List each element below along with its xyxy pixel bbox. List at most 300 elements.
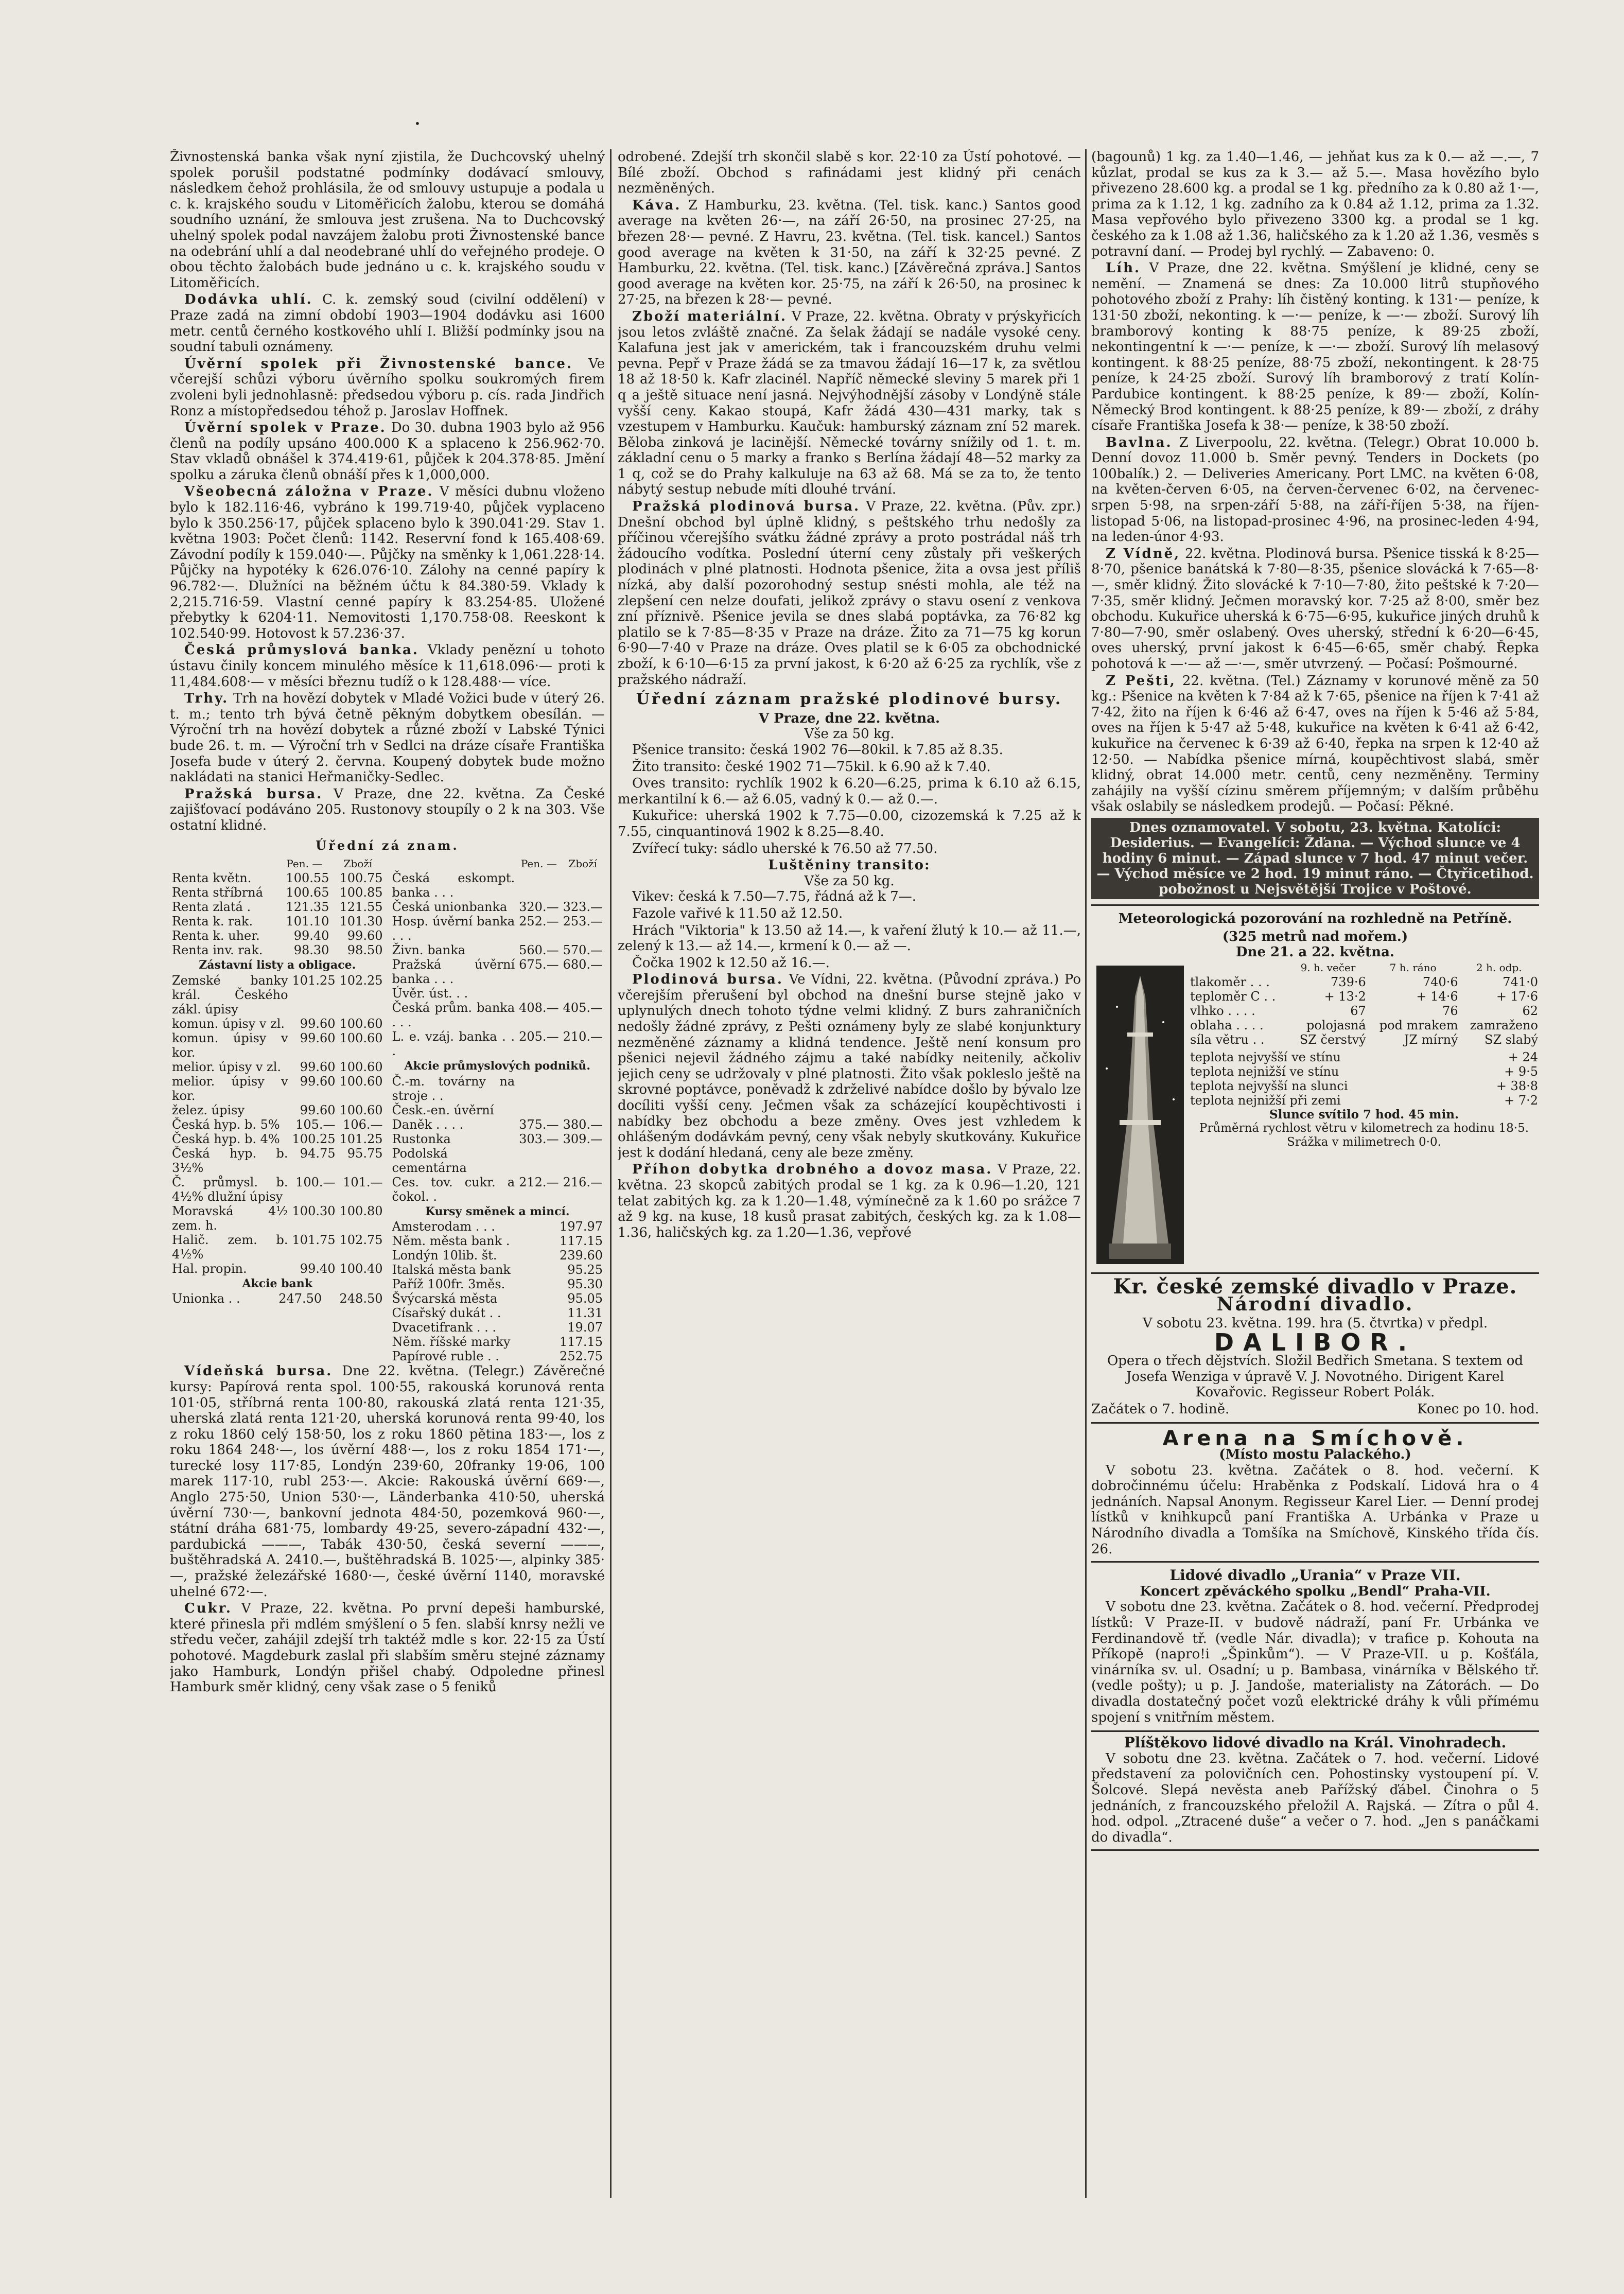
obligation-cell: 100.60	[339, 1059, 383, 1074]
header-zbozi: Zboží	[343, 857, 373, 870]
arena-subtitle: (Místo mostu Palackého.)	[1219, 1447, 1411, 1463]
industrial-share-cell: Daněk . . . .	[392, 1117, 464, 1132]
bank-share-cell: 680.—	[563, 957, 603, 972]
stock-table-title: Úřední zá znam.	[316, 837, 459, 853]
price-line: Kukuřice: uherská 1902 k 7.75—0.00, cizozemská k 7.25 až k 7.55, cinquantinová 1902 k 8.25—8.40.	[618, 808, 1081, 839]
plistek-ad	[1091, 1730, 1539, 1851]
rent-row	[170, 871, 385, 885]
weather-row	[1189, 1004, 1539, 1018]
weather-extra-row	[1189, 1093, 1539, 1108]
obligation-cell: 105.—	[295, 1117, 336, 1132]
weather-extra-cell: teplota nejnižší při zemi	[1190, 1093, 1341, 1108]
obligation-cell: 100.60	[339, 1016, 383, 1031]
weather-cell: 740·6	[1422, 974, 1458, 989]
plodinova-bursa-title: Úřední záznam pražské plodinové bursy.	[636, 690, 1063, 709]
zastavni-title: Zástavní listy a obligace.	[199, 958, 356, 972]
arena-text: V sobotu 23. května. Začátek o 8. hod. večerní. K dobročinnému účelu: Hraběnka z Podskalí. Lidová hra o 4 jednáních. Napsal Anonym. Regisseur Karel Lier. — Denní prodej lístků v knihkupců paní Františka A. Urbánka v Praze u Národního divadla a Tomšíka na Smíchově, Kinského třída čís. 26.	[1091, 1462, 1539, 1557]
lusteniny-title: Luštěniny transito:	[768, 857, 931, 873]
exchange-rate-cell: 11.31	[567, 1306, 603, 1321]
article-heading: Pražská plodinová bursa.	[632, 499, 861, 515]
article-heading: Úvěrní spolek při Živnostenské bance.	[184, 356, 573, 372]
weather-cell: JZ mírný	[1404, 1032, 1458, 1047]
obligation-cell: 95.75	[347, 1146, 383, 1161]
rent-cell: Renta stříbrná	[172, 885, 264, 900]
industrial-share-cell: Česk.-en. úvěrní	[392, 1102, 494, 1117]
weather-cell: zamraženo	[1470, 1018, 1538, 1032]
article-text: 22. května. (Tel.) Záznamy v korunové měně za 50 kg.: Pšenice na květen k 7·84 až k 7·65, pšenice na říjen k 7·41 až 7·42, žito na říjen k 6·46 až 6·47, oves na říjen k 5·46 až 5·84, oves na říjen k 5·47 až 5·48, kukuřice na květen k 6·41 až 6·42, kukuřice na červenec k 6·39 až 6·40, řepka na srpen k 12·40 až 12·50. — Nabídka pšenice mírná, koupěchtivost slabá, směr klidný, obrat 14.000 metr. centů, ceny nezměněny. Terminy zahájily na vyšší cízinu směrem příjemným; v dalším průběhu však oslabily se následkem prodejů. — Počasí: Pěkné.	[1091, 673, 1539, 815]
weather-extra-cell: + 24	[1508, 1049, 1538, 1064]
rent-cell: 121.55	[339, 900, 383, 915]
industrial-share-cell: 375.—	[519, 1117, 559, 1132]
rent-cell: Renta k. rak.	[172, 914, 253, 929]
exchange-rate-row	[390, 1263, 605, 1277]
price-line: Zvířecí tuky: sádlo uherské k 76.50 až 77.50.	[632, 840, 938, 856]
rent-row	[170, 885, 385, 900]
obligation-cell: 100.60	[339, 1074, 383, 1089]
exchange-rate-cell: Papírové ruble . .	[392, 1349, 499, 1364]
obligation-cell: Č. průmysl. b. 4½% dlužní úpisy	[172, 1175, 288, 1204]
exchange-rate-cell: Dvacetifrank . . .	[392, 1320, 497, 1335]
article-heading: Bavlna.	[1106, 434, 1173, 450]
weather-cell: 741·0	[1503, 974, 1538, 989]
bank-share-cell: Úvěr. úst. . .	[392, 986, 468, 1001]
weather-cell: 739·6	[1331, 974, 1366, 989]
article-text: V Praze, 22. května. Obraty v prýskyřicích jsou letos zvláště značné. Za šelak žádají se nadále vysoké ceny. Kalafuna jest jak v americkém, tak i francouzském druhu velmi pevna. Pepř v Praze žádá se za tmavou žádají 16—17 k, za světlou 18 až 18·50 k. Kafr zlacinél. Napříč německé sleviny 5 marek při 1 q a ještě situace není jasná. Nejvýhodnější zásoby v Londýně stále vyšší ceny. Kakao stoupá, Kafr žádá 430—431 marky, tak s vzestupem v Hamburku. Kaučuk: hamburský záznam zní 52 marek. Běloba zinková je lacinější. Německé továrny snížily od 1. t. m. základní cenu o 5 marky a franko s Berlína žádají 48—52 marky za 1 q, což se do Prahy kalkuluje na 63 až 68. Má se za to, že tento nábytý sestup nebude míti dlouhé trvání.	[618, 308, 1081, 498]
bank-share-row	[390, 957, 605, 986]
article-text: V Praze, 22. května. 23 skopců zabitých prodal se 1 kg. za k 0.96—1.20, 121 telat zabitých kg. za k 1.20—1.48, výmínečně za k 1.60 po srážce 7 až 9 kg. na kuse, 18 kusů prasat zabitých, českých kg. za k 1.08—1.36, haličských kg. za 1.20—1.36, vepřové	[618, 1162, 1081, 1240]
weather-cell: + 17·6	[1496, 989, 1538, 1004]
bank-share-cell: 210.—	[563, 1029, 603, 1044]
article-heading: Příhon dobytka drobného a dovoz masa.	[632, 1162, 993, 1178]
industrial-share-row	[390, 1146, 605, 1175]
weather-cell: 76	[1442, 1003, 1458, 1018]
weather-cell: síla větru . .	[1190, 1032, 1265, 1047]
obligation-cell: komun. úpisy v zl.	[172, 1016, 285, 1031]
bank-share-cell: 405.—	[563, 1001, 603, 1015]
bank-share-cell: Živn. banka	[392, 943, 466, 958]
article-text: 22. května. Plodinová bursa. Pšenice tisská k 8·25—8·70, pšenice banátská k 7·80—8·35, pšenice slovácká k 7·65—8·—, směr klidný. Žito slovácké k 7·10—7·80, žito peštské k 7·20—7·35, směr klidný. Ječmen moravský kor. 7·25 až 8·00, směr bez obchodu. Kukuřice uherská k 6·75—6·95, kukuřice jiných druhů k 7·80—7·90, směr oslabený. Oves uherský, střední k 6·20—6·45, oves uherský, první jakost k 6·45—6·65, směr chabý. Řepka pohotová k —·— až —·—, směr utvrzený. — Počasí: Pošmourné.	[1091, 546, 1539, 672]
rent-cell: 101.10	[286, 914, 329, 929]
weather-cell: SZ slabý	[1485, 1032, 1538, 1047]
obligation-cell: Hal. propin.	[172, 1261, 247, 1276]
weather-sun: Slunce svítilo 7 hod. 45 min.	[1269, 1107, 1459, 1122]
exchange-rate-cell: Švýcarská města	[392, 1291, 498, 1306]
obligation-cell: Česká hyp. b. 5%	[172, 1117, 280, 1132]
dateline: V Praze, dne 22. května.	[758, 710, 940, 726]
unit-note: Vše za 50 kg.	[804, 726, 895, 742]
weather-wind: Průměrná rychlost větru v kilometrech za hodinu 18·5.	[1199, 1121, 1529, 1135]
industrial-share-cell: 380.—	[563, 1117, 603, 1132]
obligation-cell: Česká hyp. b. 3½%	[172, 1146, 288, 1175]
obligation-row	[170, 1204, 385, 1233]
article-heading: Plodinová bursa.	[632, 972, 783, 988]
exchange-rate-cell: Paříž 100fr. 3měs.	[392, 1277, 505, 1292]
stock-table-left	[170, 856, 385, 1363]
theatre-text: Opera o třech dějstvích. Složil Bedřich Smetana. S textem od Josefa Wenziga v úpravě V. J. Novotného. Dirigent Karel Kovařovic. Regisseur Robert Polák.	[1107, 1353, 1524, 1400]
obligation-cell: Halič. zem. b. 4½%	[172, 1232, 288, 1262]
article-text: Vklady penězní u tohoto ústavu činily koncem minulého měsíce k 11,618.096·— proti k 11,484.608·— v měsíci březnu tudíž o k 128.488·— více.	[170, 642, 605, 690]
bank-share-cell: Česká unionbanka	[392, 900, 508, 915]
weather-table	[1189, 960, 1539, 1149]
exchange-rate-cell: Italská města bank	[392, 1263, 511, 1277]
price-line: Žito transito: české 1902 71—75kil. k 6.90 až k 7.40.	[632, 759, 991, 775]
article-heading: Z Vídně,	[1106, 546, 1181, 562]
obligation-row	[170, 1074, 385, 1103]
industrial-share-cell	[561, 1103, 605, 1117]
article-heading: Káva.	[632, 197, 682, 213]
article-paragraph: Živnostenská banka však nyní zjistila, že Duchcovský uhelný spolek porušil podstatné podmínky dodávací smlouvy, následkem čehož prohlásila, že od smlouvy ustupuje a podala u c. k. krajského soudu v Litoměřicích žalobu, kterou se domáhá soudního uznání, že smlouva jest zrušena. Na to Duchcovský uhelný spolek podal navzájem žalobu proti Živnostenské bance na odebrání uhlí a dal neodebrané uhlí do veřejného prodeje. O obou těchto žalobách bude jednáno u c. k. krajského soudu v Litoměřicích.	[170, 149, 605, 291]
bank-share-cell	[561, 986, 605, 1001]
weather-extra-row	[1189, 1064, 1539, 1079]
weather-col-header: 2 h. odp.	[1476, 961, 1522, 974]
plistek-text: V sobotu dne 23. května. Začátek o 7. hod. večerní. Lidové představení za polovičních cen. Pohostinsky vystoupení pí. V. Šolcové. Slepá nevěsta aneb Pařížský ďábel. Činohra o 5 jednáních, z francouzského přeložil A. Rajská. — Zítra o půl 4. hod. odpol. „Ztracené duše“ a večer o 7. hod. „Jen s panáčkami do divadla“.	[1091, 1750, 1539, 1845]
exchange-rate-cell: 252.75	[560, 1349, 603, 1364]
weather-extra-cell: teplota nejnižší ve stínu	[1190, 1064, 1339, 1079]
exchange-rate-cell: 95.30	[567, 1277, 603, 1292]
obligation-cell: 99.60	[300, 1059, 336, 1074]
industrial-share-cell	[561, 1074, 605, 1103]
obligation-cell: Moravská 4½ zem. h.	[172, 1203, 288, 1233]
industrial-share-cell: 309.—	[563, 1131, 603, 1146]
obligation-row	[170, 1031, 385, 1060]
article-heading: Všeobecná záložna v Praze.	[184, 484, 434, 500]
header-zbozi: Zboží	[568, 857, 598, 870]
article-text: V měsíci dubnu vloženo bylo k 182.116·46, vybráno k 199.719·40, půjček vyplaceno bylo k 350.256·17, půjček splaceno bylo k 390.041·29. Stav 1. května 1903: Počet členů: 1142. Reservní fond k 165.408·69. Závodní podíly k 159.040·—. Půjčky na směnky k 1,061.228·14. Půjčky na hypotéky k 626.076·10. Zálohy na cenné papíry k 96.782·—. Dlužníci na běžném účtu k 84.380·59. Vklady k 2,215.716·59. Vlastní cenné papíry k 83.254·85. Uložené přebytky k 6204·11. Nemovitosti 1,170.758·08. Reeskont k 102.540·99. Hotovost k 57.236·37.	[170, 484, 605, 641]
exchange-rate-cell: Císařský dukát . .	[392, 1306, 501, 1321]
article-text: V Praze, dne 22. května. Smýšlení je klidné, ceny se nemění. — Znamená se dnes: Za 10.000 litrů stupňového pohotového zboží z Prahy: líh čistěný konting. k 131·— peníze, k 131·50 zboží, nekonting. k —·— peníze, k —·— zboží. Surový líh bramborový konting k 88·75 peníze, k 89·25 zboží, nekontingentní k —·— peníze, k —·— zboží. Surový líh melasový kontingent. k 88·25 peníze, 88·75 zboží, nekontingent. k 28·75 peníze, k 24·25 zboží. Surový líh bramborový z tratí Kolín-Pardubice kontingent. k 88·25 peníze, k 89·— zboží, Kolín-Německý Brod kontingent. k 88·25 peníze, k 89·— zboží, z dráhy císaře Františka Josefa k 38·— peníze, k 38·50 zboží.	[1091, 260, 1539, 434]
bank-share-row	[390, 1001, 605, 1029]
obligation-cell: 100.—	[295, 1175, 336, 1189]
bank-share-cell: 320.—	[519, 900, 559, 915]
obligation-cell: 102.25	[339, 973, 383, 988]
weather-col-header: 9. h. večer	[1300, 961, 1356, 974]
theatre-times	[1091, 1402, 1539, 1417]
obligation-row	[170, 1146, 385, 1175]
obligation-cell: 101.75	[292, 1232, 336, 1247]
bank-share-row	[390, 986, 605, 1001]
kursy-title: Kursy směnek a mincí.	[425, 1204, 570, 1218]
rent-cell: 98.50	[347, 943, 383, 958]
exchange-rate-cell: Něm. města bank .	[392, 1234, 510, 1249]
obligation-cell: 99.60	[300, 1030, 336, 1045]
article-heading: Z Pešti,	[1106, 673, 1176, 689]
weather-extra-cell: + 7·2	[1504, 1093, 1538, 1108]
article-heading: Úvěrní spolek v Praze.	[184, 420, 387, 436]
exchange-rate-cell: Amsterodam . . .	[392, 1219, 495, 1234]
rent-row	[170, 943, 385, 957]
industrial-share-cell	[561, 1146, 605, 1175]
price-line: Vikev: česká k 7.50—7.75, řádná až k 7—.	[632, 889, 917, 905]
urania-text: V sobotu dne 23. května. Začátek o 8. hod. večerní. Předprodej lístků: V Praze-II. v budově nádraží, paní Fr. Urbánka ve Ferdinandově tř. (vedle Nár. divadla); v trafice p. Kohouta na Příkopě (napro!i „Špinkům“). — V Praze-VII. u p. Košťála, vinárníka sv. ul. Osadní; u p. Bambasa, vinárníka v Bělského tř. (vedle pošty); u p. J. Jandoše, materialisty na Zátorách. — Do divadla dostatečný počet vozů elektrické dráhy k vůli přímému spojení s vnitřním městem.	[1091, 1599, 1539, 1725]
plistek-title: Plíštěkovo lidové divadlo na Král. Vinohradech.	[1124, 1734, 1507, 1752]
weather-extra-row	[1189, 1050, 1539, 1064]
weather-extra-cell: + 38·8	[1496, 1078, 1538, 1093]
industrial-share-cell: Ces. tov. cukr. a čokol. .	[392, 1175, 515, 1204]
article-text: Dne 22. května. (Telegr.) Závěrečné kursy: Papírová renta spol. 100·55, rakouská korunová renta 101·05, stříbrná renta 100·80, rakouská zlatá renta 121·35, uherská zlatá renta 121·20, uherská korunová renta 99·40, los z roku 1860 celý 158·50, los z roku 1860 pětina 183·—, los z roku 1864 248·—, los úvěrní 488·—, los z roku 1854 171·—, turecké losy 117·85, Londýn 239·60, 20franky 19·06, 100 marek 117·10, rubl 253·—. Akcie: Rakouská úvěrní 669·—, Anglo 275·50, Union 530·—, Länderbanka 410·50, uherská úvěrní 730·—, bankovní jednota 484·50, pozemková 960·—, státní dráha 681·75, lombardy 49·25, severo-západní 432·—, pardubická ———, Tabák 430·50, česká severní ———, buštěhradská A. 2410.—, buštěhradská B. 1025·—, alpinky 385·—, pražské železářské 1680·—, české úvěrní 1140, moravské uhelné 672·—.	[170, 1363, 605, 1600]
obligation-row	[170, 1233, 385, 1262]
bank-share-cell: 408.—	[519, 1001, 559, 1015]
weather-row	[1189, 1018, 1539, 1032]
urania-title: Lidové divadlo „Urania“ v Praze VII.	[1169, 1567, 1461, 1584]
rent-cell: 100.75	[339, 871, 383, 886]
article-heading: Cukr.	[184, 1601, 232, 1617]
bank-share-cell: 248.50	[339, 1291, 383, 1306]
obligation-cell: 100.80	[339, 1203, 383, 1218]
obligation-cell: Zemské banky král. Českého zákl. úpisy	[172, 973, 288, 1017]
obligation-cell: 102.75	[339, 1232, 383, 1247]
weather-extra-cell: teplota nejvyšší ve stínu	[1190, 1049, 1341, 1064]
weather-box	[1091, 904, 1539, 1274]
article-text: Do 30. dubna 1903 bylo až 956 členů na podíly upsáno 400.000 K a splaceno k 256.962·70. Stav vkladů obnášel k 374.419·61, půjček k 204.378·85. Jmění spolku a záruka členů obnáší přes k 1,000,000.	[170, 420, 605, 483]
bank-share-row	[390, 1029, 605, 1058]
obligation-cell: 100.40	[339, 1261, 383, 1276]
weather-col-header: 7 h. ráno	[1389, 961, 1437, 974]
obligation-row	[170, 973, 385, 1017]
theatre-national	[1091, 1274, 1539, 1417]
obligation-cell: Česká hyp. b. 4%	[172, 1131, 280, 1146]
obligation-row	[170, 1132, 385, 1146]
bank-share-cell: 205.—	[519, 1029, 559, 1044]
petrin-tower-illustration	[1096, 966, 1184, 1264]
article-heading: Dodávka uhlí.	[184, 292, 313, 308]
column-rule	[610, 149, 612, 2198]
obligation-cell: 99.40	[300, 1261, 336, 1276]
obligation-row	[170, 1103, 385, 1117]
exchange-rate-row	[390, 1277, 605, 1291]
exchange-rate-row	[390, 1234, 605, 1248]
industrial-share-row	[390, 1132, 605, 1146]
urania-ad	[1091, 1568, 1539, 1725]
exchange-rate-row	[390, 1219, 605, 1234]
exchange-rate-cell: Londýn 10lib. št.	[392, 1248, 497, 1263]
weather-cell: SZ čerstvý	[1299, 1032, 1366, 1047]
obligation-cell: 106.—	[343, 1117, 383, 1132]
weather-cell: teploměr C . .	[1190, 989, 1276, 1004]
obligation-cell: komun. úpisy v kor.	[172, 1030, 288, 1060]
bank-share-cell: Unionka . .	[172, 1291, 240, 1306]
daily-notice: Dnes oznamovatel. V sobotu, 23. května. Katolíci: Desiderius. — Evangelíci: Žďana. — Východ slunce ve 4 hodiny 6 minut. — Západ slunce v 7 hod. 47 minut večer. — Východ měsíce ve 2 hod. 19 minut ráno. — Čtyřicetihod. pobožnost u Nejsvětější Trojice v Poštové.	[1091, 818, 1539, 899]
article-text: V Praze, 22. května. (Pův. zpr.) Dnešní obchod byl úplně klidný, s peštského trhu nedošly za příčinou včerejšího svátku žádné zprávy a proto postrádal náš trh žádoucího vodítka. Poslední úterní ceny zůstaly při veškerých plodinách v plné platnosti. Hodnota pšenice, žita a ovsa jest příliš nízká, aby další pozorohodný sestup snésti mohla, ale též na zlepšení cen nelze doufati, jelikož zprávy o stavu osení z venkova zní příznivě. Pšenice jevila se dnes slabá poptávka, za 76·82 kg platilo se k 7·85—8·35 v Praze na dráze. Žito za 71—75 kg korun 6·90—7·40 v Praze na dráze. Oves platil se k 6·05 za obchodnické zboží, k 6·10—6·15 za první jakost, k 6·20 až 6·25 za rychlík, vše z pražského nádraží.	[618, 499, 1081, 688]
industrial-share-cell: 212.—	[519, 1175, 559, 1189]
weather-cell: oblaha . . . .	[1190, 1018, 1264, 1032]
obligation-cell: 94.75	[300, 1146, 336, 1161]
industrial-share-cell	[517, 1074, 561, 1103]
obligation-cell: želez. úpisy	[172, 1102, 245, 1117]
industrial-share-cell: 303.—	[519, 1131, 559, 1146]
article-heading: Česká průmyslová banka.	[184, 642, 419, 658]
article-text: V Praze, 22. května. Po první depeši hamburské, které přinesla při mdlém smýšlení o 5 fen. slabší knrsy nežli ve středu večer, zahájil zdejší trh taktéž mdle s kor. 22·15 za Ústí pohotové. Magdeburk zaslal při slabším směru stejné záznamy jako Hamburk, Londýn přišel chabý. Odpoledne přinesl Hamburk směr klidný, ceny však zase o 5 feniků	[170, 1601, 605, 1695]
industrial-share-cell: Č.-m. továrny na stroje . .	[392, 1074, 515, 1103]
article-heading: Zboží materiální.	[632, 308, 787, 324]
industrial-share-row	[390, 1074, 605, 1103]
exchange-rate-row	[390, 1291, 605, 1306]
weather-cell: 62	[1522, 1003, 1538, 1018]
weather-dates: Dne 21. a 22. května.	[1236, 944, 1394, 960]
rent-cell: 100.85	[339, 885, 383, 900]
weather-cell: pod mrakem	[1379, 1018, 1458, 1032]
theatre-end: Konec po 10. hod.	[1417, 1401, 1539, 1417]
industrial-share-cell: 216.—	[563, 1175, 603, 1189]
column-3	[1091, 149, 1539, 2198]
obligation-cell: 101.—	[343, 1175, 383, 1189]
exchange-rate-row	[390, 1335, 605, 1349]
bank-share-row	[170, 1291, 385, 1306]
stock-tables	[170, 856, 605, 1363]
obligation-row	[170, 1262, 385, 1276]
obligation-cell: 99.60	[300, 1016, 336, 1031]
exchange-rate-cell: 95.05	[567, 1291, 603, 1306]
price-line: Oves transito: rychlík 1902 k 6.20—6.25, prima k 6.10 až 6.15, merkantilní k 6.— až 6.05, vadný k 0.— až 0.—.	[618, 776, 1081, 807]
weather-extra-cell: teplota nejvyšší na slunci	[1190, 1078, 1348, 1093]
rent-cell: 101.30	[339, 914, 383, 929]
exchange-rate-row	[390, 1320, 605, 1335]
exchange-rate-cell: 117.15	[560, 1234, 603, 1249]
industrial-share-cell	[517, 1103, 561, 1117]
bank-share-cell: 253.—	[563, 914, 603, 929]
arena-ad	[1091, 1422, 1539, 1563]
obligation-row	[170, 1060, 385, 1074]
article-heading: Pražská bursa.	[184, 786, 323, 802]
price-line: Čočka 1902 k 12.50 až 16.—.	[632, 955, 830, 971]
article-text: Ve včerejší schůzi výboru úvěrního spolku soukromých firem zvoleni byli jednohlasně: předsedou výboru p. cís. rada Jindřich Ronz a místopředsedou téhož p. Jaroslav Hoffnek.	[170, 356, 605, 419]
bank-share-cell	[517, 871, 561, 900]
bank-share-cell: Hosp. úvěrní banka . . .	[392, 914, 515, 943]
weather-extra-cell: + 9·5	[1504, 1064, 1538, 1079]
rent-cell: Renta inv. rak.	[172, 943, 263, 958]
article-text: C. k. zemský soud (civilní oddělení) v Praze zadá na zimní období 1903—1904 dodávku asi 1600 metr. centů černého kostkového uhlí I. Bližší podmínky jsou na soudní tabuli oznámeny.	[170, 292, 605, 355]
exchange-rate-row	[390, 1248, 605, 1263]
bank-share-row	[390, 900, 605, 914]
bank-share-cell	[561, 871, 605, 900]
exchange-rate-row	[390, 1306, 605, 1320]
price-line: Fazole vařivé k 11.50 až 12.50.	[632, 905, 843, 921]
weather-row	[1189, 975, 1539, 989]
industrial-share-row	[390, 1117, 605, 1132]
rent-row	[170, 900, 385, 914]
price-line: Pšenice transito: česká 1902 76—80kil. k 7.85 až 8.35.	[632, 742, 1003, 758]
obligation-cell: 101.25	[339, 1131, 383, 1146]
bank-share-cell: 252.—	[519, 914, 559, 929]
weather-cell: 67	[1350, 1003, 1366, 1018]
industrial-share-row	[390, 1175, 605, 1204]
bank-share-row	[390, 871, 605, 900]
theatre-subtitle: Národní divadlo.	[1216, 1293, 1414, 1316]
obligation-cell: 100.25	[292, 1131, 336, 1146]
industrial-share-cell	[517, 1146, 561, 1175]
weather-cell: tlakoměr . . .	[1190, 974, 1270, 989]
article-paragraph: (bagounů) 1 kg. za 1.40—1.46, — jehňat kus za k 0.— až —.—, 7 kůzlat, prodal se kus za k 3.— až 5.—. Masa hovězího bylo přivezeno 28.600 kg. a prodal se 1 kg. předního za k 0.80 až 1·—, prima za k 1.12, 1 kg. zadního za k 0.84 až 1.12, prima za 1.32. Masa vepřového bylo přivezeno 3300 kg. a prodal se 1 kg. českého za k 1.08 až 1.36, haličského za k 1.20 až 1.36, vesměs s potravní daní. — Prodej byl rychlý. — Zabaveno: 0.	[1091, 149, 1539, 259]
prumysl-title: Akcie průmyslových podniků.	[404, 1059, 590, 1073]
article-text: V Praze, dne 22. května. Za České zajišťovací podáváno 205. Rustonovy stoupíly o 2 k na 303. Vše ostatní klidné.	[170, 786, 605, 833]
bank-share-cell: 570.—	[563, 943, 603, 958]
exchange-rate-row	[390, 1349, 605, 1363]
obligation-row	[170, 1175, 385, 1204]
weather-extra-row	[1189, 1079, 1539, 1093]
obligation-cell: 99.60	[300, 1074, 336, 1089]
obligation-cell: 100.60	[339, 1102, 383, 1117]
bank-share-cell: 675.—	[519, 957, 559, 972]
akcie-title: Akcie bank	[242, 1276, 313, 1290]
article-heading: Trhy.	[184, 691, 229, 707]
article-heading: Líh.	[1106, 260, 1141, 276]
stock-table-right	[390, 856, 605, 1363]
bank-share-cell: 560.—	[519, 943, 559, 958]
exchange-rate-cell: 19.07	[567, 1320, 603, 1335]
exchange-rate-cell: 117.15	[560, 1335, 603, 1350]
rent-cell: 121.35	[286, 900, 329, 915]
theatre-start: Začátek o 7. hodině.	[1091, 1401, 1230, 1417]
bank-share-cell: 323.—	[563, 900, 603, 915]
header-pen: Pen. —	[520, 857, 557, 870]
rent-row	[170, 929, 385, 943]
rent-cell: 99.40	[293, 929, 329, 943]
bank-share-cell: L. e. vzáj. banka . . .	[392, 1029, 515, 1059]
obligation-row	[170, 1017, 385, 1031]
rent-cell: Renta k. uher.	[172, 929, 260, 943]
column-rule	[1085, 149, 1087, 2198]
obligation-cell: 101.25	[292, 973, 336, 988]
exchange-rate-cell: 239.60	[560, 1248, 603, 1263]
article-paragraph: odrobené. Zdejší trh skončil slabě s kor. 22·10 za Ústí pohotové. — Bílé zboží. Obchod s rafinádami jest klidný při cenách nezměněných.	[618, 149, 1081, 197]
obligation-cell: 100.30	[292, 1203, 336, 1218]
weather-title: Meteorologická pozorování na rozhledně na Petříně.	[1118, 910, 1512, 926]
rent-row	[170, 914, 385, 929]
weather-rain: Srážka v milimetrech 0·0.	[1287, 1135, 1441, 1149]
weather-subtitle: (325 metrů nad mořem.)	[1222, 929, 1408, 944]
bank-share-cell: Česká prům. banka . . .	[392, 1001, 515, 1030]
rent-cell: 99.60	[347, 929, 383, 943]
industrial-share-cell: Rustonka	[392, 1131, 451, 1146]
rent-cell: 98.30	[293, 943, 329, 958]
obligation-cell: 99.60	[300, 1102, 336, 1117]
top-mark: •	[414, 117, 421, 130]
weather-cell: vlhko . . . .	[1190, 1003, 1255, 1018]
weather-row	[1189, 1032, 1539, 1047]
rent-cell: 100.55	[286, 871, 329, 886]
weather-cell: + 13·2	[1324, 989, 1366, 1004]
unit-note: Vše za 50 kg.	[804, 873, 895, 889]
exchange-rate-cell: 197.97	[560, 1219, 603, 1234]
bank-share-row	[390, 914, 605, 943]
obligation-cell: melior. úpisy v kor.	[172, 1074, 288, 1103]
bank-share-cell	[517, 986, 561, 1001]
weather-row	[1189, 989, 1539, 1004]
bank-share-cell: Česká eskompt. banka . . .	[392, 871, 515, 900]
article-text: Trh na hovězí dobytek v Mladé Vožici bude v úterý 26. t. m.; tento trh bývá četně pěkným dobytkem obesílán. — Výroční trh na hovězí dobytek a různé zboží v Labské Týnici bude 26. t. m. — Výroční trh v Sedlci na dráze císaře Františka Josefa bude v úterý 2. června. Koupený dobytek bude možno nakládati na stanici Heřmaničky-Sedlec.	[170, 691, 605, 785]
arena-title: Arena na Smíchově.	[1162, 1427, 1468, 1451]
article-text: Z Liverpoolu, 22. května. (Telegr.) Obrat 10.000 b. Denní dovoz 11.000 b. Směr pevný. Tenders in Dockets (po 100balík.) 2. — Deliveries Americany. Port LMC. na květen 6·08, na květen-červen 6·05, na červen-červenec 6·02, na červenec-srpen 5·98, na srpen-září 5·88, na září-říjen 5·38, na říjen-listopad 5·06, na listopad-prosinec 4·96, na prosinec-leden 4·94, na leden-únor 4·93.	[1091, 434, 1539, 545]
article-text: Z Hamburku, 23. května. (Tel. tisk. kanc.) Santos good average na květen 26·—, na září 26·50, na prosinec 27·25, na březen 28·— pevné. Z Havru, 23. května. (Tel. tisk. kancel.) Santos good average na květen k 31·50, na září k 32·25 pevné. Z Hamburku, 22. května. (Tel. tisk. kanc.) [Závěrečná zpráva.] Santos good average na květen kor. 25·75, na září k 26·50, na prosinec k 27·25, na březen k 28·— pevné.	[618, 197, 1081, 308]
theatre-date: V sobotu 23. května. 199. hra (5. čtvrtka) v předpl.	[1142, 1315, 1488, 1331]
weather-panel	[1091, 960, 1539, 1269]
price-line: Hrách "Viktoria" k 13.50 až 14.—, k vaření žlutý k 10.— až 11.—, zelený k 13.— až 14.—, krmení k 0.— až —.	[618, 922, 1081, 954]
weather-cell: + 14·6	[1416, 989, 1458, 1004]
header-pen: Pen. —	[286, 857, 323, 870]
exchange-rate-cell: 95.25	[567, 1263, 603, 1277]
opera-title: DALIBOR.	[1214, 1328, 1417, 1356]
bank-share-cell: Pražská úvěrní banka . . .	[392, 957, 515, 987]
column-2	[618, 149, 1081, 2198]
rent-cell: Renta zlatá .	[172, 900, 251, 915]
urania-subtitle: Koncert zpěváckého spolku „Bendl“ Praha-VII.	[1140, 1583, 1491, 1599]
bank-share-row	[390, 943, 605, 957]
rent-cell: Renta květn.	[172, 871, 252, 886]
article-text: Ve Vídni, 22. května. (Původní zpráva.) Po včerejším přerušení byl obchod na dnešní burse stejně jako v uplynulých dnech tohoto týdne velmi klidný. Z burs zahraničních nedošly žádné zprávy, z Pešti oznámeny byly ze slabé konjunktury nezměněné záznamy a klidná tendence. Ještě není konsum pro pšenici nejevil žádného zájmu a také nabídky neitenily, ačkoliv jejich ceny se udržovaly v plné platnosti. Žito však pokleslo ještě na skrovné poptávce, poněvadž k zdrželivé nabídce došlo by bývalo lze docíliti vyšší ceny. Ječmen však za scházející koupěchtivosti i nabídky bez obchodu a beze změny. Oves jest vzhledem k ohlášeným dodávkám pevný, ceny však nebyly skutkovány. Kukuřice jest k dodání hledaná, ceny ale beze změny.	[618, 972, 1081, 1161]
industrial-share-cell: Podolská cementárna	[392, 1146, 467, 1175]
column-1	[170, 149, 605, 2198]
theatre-title: Kr. české zemské divadlo v Praze.	[1113, 1274, 1517, 1299]
bank-share-cell: 247.50	[278, 1291, 322, 1306]
